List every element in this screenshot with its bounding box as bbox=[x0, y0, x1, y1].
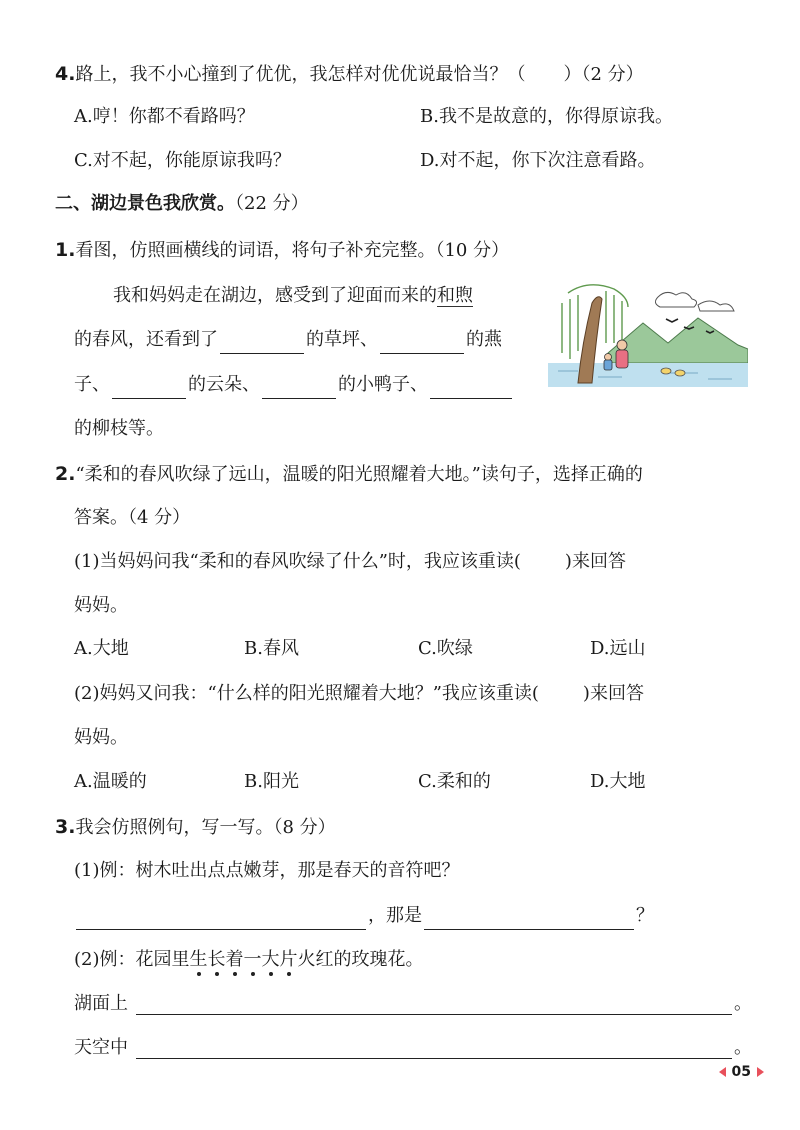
s2q3-line-a-label: 湖面上 bbox=[74, 993, 128, 1014]
s2q2-part-1-text: (1)当妈妈问我“柔和的春风吹绿了什么”时，我应该重读( bbox=[74, 551, 521, 572]
s2q2-title: “柔和的春风吹绿了远山，温暖的阳光照耀着大地。”读句子，选择正确的 bbox=[75, 464, 643, 485]
s2q2-part-2-option-d[interactable]: D.大地 bbox=[590, 771, 646, 792]
q4-text: 路上，我不小心撞到了优优，我怎样对优优说最恰当？（ bbox=[75, 64, 526, 85]
s2q3-answer-1 bbox=[74, 902, 654, 930]
s2q3-answer-1-end: ？ bbox=[636, 905, 654, 926]
s2q1-blank-5[interactable] bbox=[430, 376, 512, 399]
q4-number: 4. bbox=[55, 63, 76, 85]
s2q3-question bbox=[55, 813, 336, 842]
s2q2-part-1-option-a[interactable]: A.大地 bbox=[74, 638, 129, 659]
section-2-heading bbox=[55, 190, 309, 218]
s2q2-part-2-option-a[interactable]: A.温暖的 bbox=[74, 771, 147, 792]
s2q2-part-2-option-b[interactable]: B.阳光 bbox=[244, 771, 299, 792]
dotted-char: 生 bbox=[189, 949, 208, 970]
lake-scene-illustration bbox=[548, 283, 748, 387]
s2q2-part-1-option-c[interactable]: C.吹绿 bbox=[418, 638, 473, 659]
s2q1-line-3-b: 的云朵、 bbox=[188, 374, 260, 395]
s2q1-blank-3[interactable] bbox=[112, 376, 186, 399]
s2q1-blank-1[interactable] bbox=[220, 331, 304, 354]
duck-2 bbox=[675, 370, 685, 376]
s2q2-part-1-option-b[interactable]: B.春风 bbox=[244, 638, 299, 659]
dotted-char: 长 bbox=[207, 949, 226, 970]
s2q3-line-a-blank[interactable] bbox=[136, 1014, 732, 1015]
q4-option-a[interactable]: A.哼！你都不看路吗？ bbox=[74, 106, 255, 127]
s2q2-title-line-2: 答案。（4 分） bbox=[74, 507, 191, 528]
duck bbox=[661, 368, 671, 374]
s2q1-blank-2[interactable] bbox=[380, 331, 464, 354]
s2q3-example-2-pre: (2)例：花园里 bbox=[74, 949, 190, 970]
s2q1-number: 1. bbox=[55, 239, 76, 261]
s2q3-example-2-post: 火红的玫瑰花。 bbox=[297, 949, 424, 970]
child-figure-head bbox=[605, 354, 612, 361]
s2q2-part-1-line-2: 妈妈。 bbox=[74, 595, 128, 616]
s2q1-line-3-a: 子、 bbox=[74, 374, 110, 395]
s2q2-part-2-text: (2)妈妈又问我：“什么样的阳光照耀着大地？”我应该重读( bbox=[74, 683, 539, 704]
s2q3-answer-1-blank-b[interactable] bbox=[424, 907, 634, 930]
s2q1-line-2-a: 的春风，还看到了 bbox=[74, 329, 218, 350]
q4-question bbox=[55, 60, 644, 89]
s2q3-example-2 bbox=[74, 946, 424, 974]
s2q2-number: 2. bbox=[55, 463, 76, 485]
s2q1-line-2-b: 的草坪、 bbox=[306, 329, 378, 350]
next-arrow-icon bbox=[757, 1067, 764, 1077]
s2q1-question bbox=[55, 236, 509, 265]
s2q1-line-2-c: 的燕 bbox=[466, 329, 502, 350]
s2q2-question bbox=[55, 460, 643, 489]
q4-option-b[interactable]: B.我不是故意的，你得原谅我。 bbox=[420, 106, 673, 127]
s2q1-line-3 bbox=[74, 371, 514, 399]
q4-score: ）（2 分） bbox=[563, 64, 644, 85]
s2q3-answer-1-mid: ，那是 bbox=[368, 905, 422, 926]
s2q3-example-1: (1)例：树木吐出点点嫩芽，那是春天的音符吧？ bbox=[74, 860, 460, 881]
dotted-char: 大 bbox=[261, 949, 280, 970]
dotted-char: 着 bbox=[225, 949, 244, 970]
s2q3-title: 我会仿照例句，写一写。（8 分） bbox=[75, 817, 336, 838]
mother-figure-head bbox=[617, 340, 627, 350]
s2q3-line-b-blank[interactable] bbox=[136, 1058, 732, 1059]
s2q2-part-1 bbox=[74, 548, 626, 576]
q4-option-c[interactable]: C.对不起，你能原谅我吗？ bbox=[74, 150, 291, 171]
s2q2-part-2-post: )来回答 bbox=[582, 683, 644, 704]
s2q1-line-4: 的柳枝等。 bbox=[74, 418, 164, 439]
dotted-char: 一 bbox=[243, 949, 262, 970]
page-number-text: 05 bbox=[731, 1064, 751, 1080]
section-2-score: （22 分） bbox=[235, 193, 309, 214]
s2q2-part-1-option-d[interactable]: D.远山 bbox=[590, 638, 646, 659]
section-2-title: 二、湖边景色我欣赏。 bbox=[55, 193, 235, 214]
s2q1-line-1 bbox=[113, 282, 473, 310]
s2q1-title: 看图，仿照画横线的词语，将句子补充完整。（10 分） bbox=[75, 240, 510, 261]
s2q1-line-3-c: 的小鸭子、 bbox=[338, 374, 428, 395]
s2q1-line-1-text: 我和妈妈走在湖边，感受到了迎面而来的 bbox=[113, 285, 437, 306]
s2q3-number: 3. bbox=[55, 816, 76, 838]
dotted-char: 片 bbox=[279, 949, 298, 970]
s2q1-line-2 bbox=[74, 326, 502, 354]
mother-figure-body bbox=[616, 350, 628, 368]
s2q2-part-1-post: )来回答 bbox=[564, 551, 626, 572]
q4-option-d[interactable]: D.对不起，你下次注意看路。 bbox=[420, 150, 656, 171]
s2q3-answer-1-blank-a[interactable] bbox=[76, 907, 366, 930]
s2q2-part-2 bbox=[74, 680, 644, 708]
s2q2-part-2-line-2: 妈妈。 bbox=[74, 727, 128, 748]
s2q1-blank-4[interactable] bbox=[262, 376, 336, 399]
page-number bbox=[719, 1064, 764, 1080]
s2q1-underlined-word: 和煦 bbox=[437, 285, 473, 306]
s2q3-line-b-end: 。 bbox=[734, 1037, 752, 1058]
s2q3-line-a-end: 。 bbox=[734, 993, 752, 1014]
prev-arrow-icon bbox=[719, 1067, 726, 1077]
s2q2-part-2-option-c[interactable]: C.柔和的 bbox=[418, 771, 491, 792]
s2q3-line-b-label: 天空中 bbox=[74, 1037, 128, 1058]
child-figure-body bbox=[604, 360, 612, 370]
